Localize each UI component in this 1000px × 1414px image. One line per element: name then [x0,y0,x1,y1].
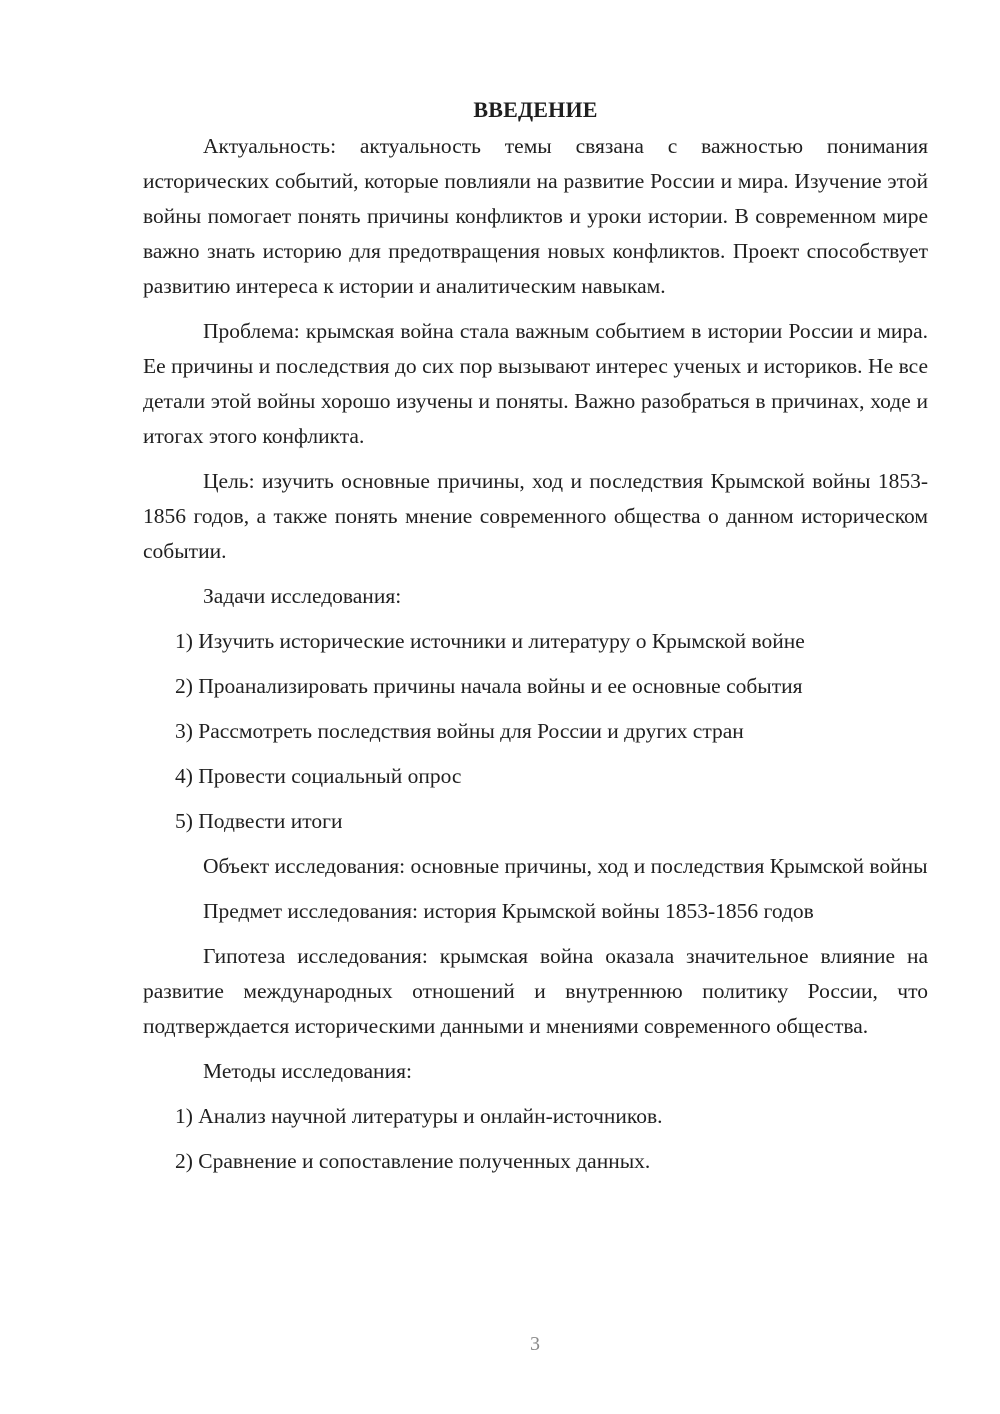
relevance-paragraph: Актуальность: актуальность темы связана с важностью понимания исторических событий, которые повлияли на развитие России и мира. Изучение этой войны помогает понять причины конфликтов и уроки истории. В современном мире важно знать историю для предотвращения новых конфликтов. Проект способствует развитию интереса к истории и аналитическим навыкам. [143,134,928,298]
tasks-heading: Задачи исследования: [203,584,402,608]
hypothesis-paragraph: Гипотеза исследования: крымская война оказала значительное влияние на развитие международных отношений и внутреннюю политику России, что подтверждается историческими данными и мнениями современного общества. [143,944,928,1038]
document-page [143,95,928,1189]
list-item: 1) Анализ научной литературы и онлайн-источников. [175,1104,663,1128]
list-item: 4) Провести социальный опрос [175,764,462,788]
list-item: 2) Проанализировать причины начала войны и ее основные события [175,674,803,698]
tasks-list [143,624,928,839]
object-paragraph: Объект исследования: основные причины, ход и последствия Крымской войны [203,854,928,878]
methods-list [143,1099,928,1179]
problem-paragraph: Проблема: крымская война стала важным событием в истории России и мира. Ее причины и последствия до сих пор вызывают интерес ученых и историков. Не все детали этой войны хорошо изучены и поняты. Важно разобраться в причинах, ходе и итогах этого конфликта. [143,319,928,448]
goal-paragraph: Цель: изучить основные причины, ход и последствия Крымской войны 1853-1856 годов, а также понять мнение современного общества о данном историческом событии. [143,469,928,563]
methods-heading: Методы исследования: [203,1059,412,1083]
list-item: 3) Рассмотреть последствия войны для России и других стран [175,719,744,743]
subject-paragraph: Предмет исследования: история Крымской войны 1853-1856 годов [203,899,814,923]
page-title: ВВЕДЕНИЕ [473,97,598,122]
list-item: 1) Изучить исторические источники и литературу о Крымской войне [175,629,805,653]
page-number: 3 [530,1333,540,1355]
list-item: 2) Сравнение и сопоставление полученных данных. [175,1149,651,1173]
list-item: 5) Подвести итоги [175,809,343,833]
